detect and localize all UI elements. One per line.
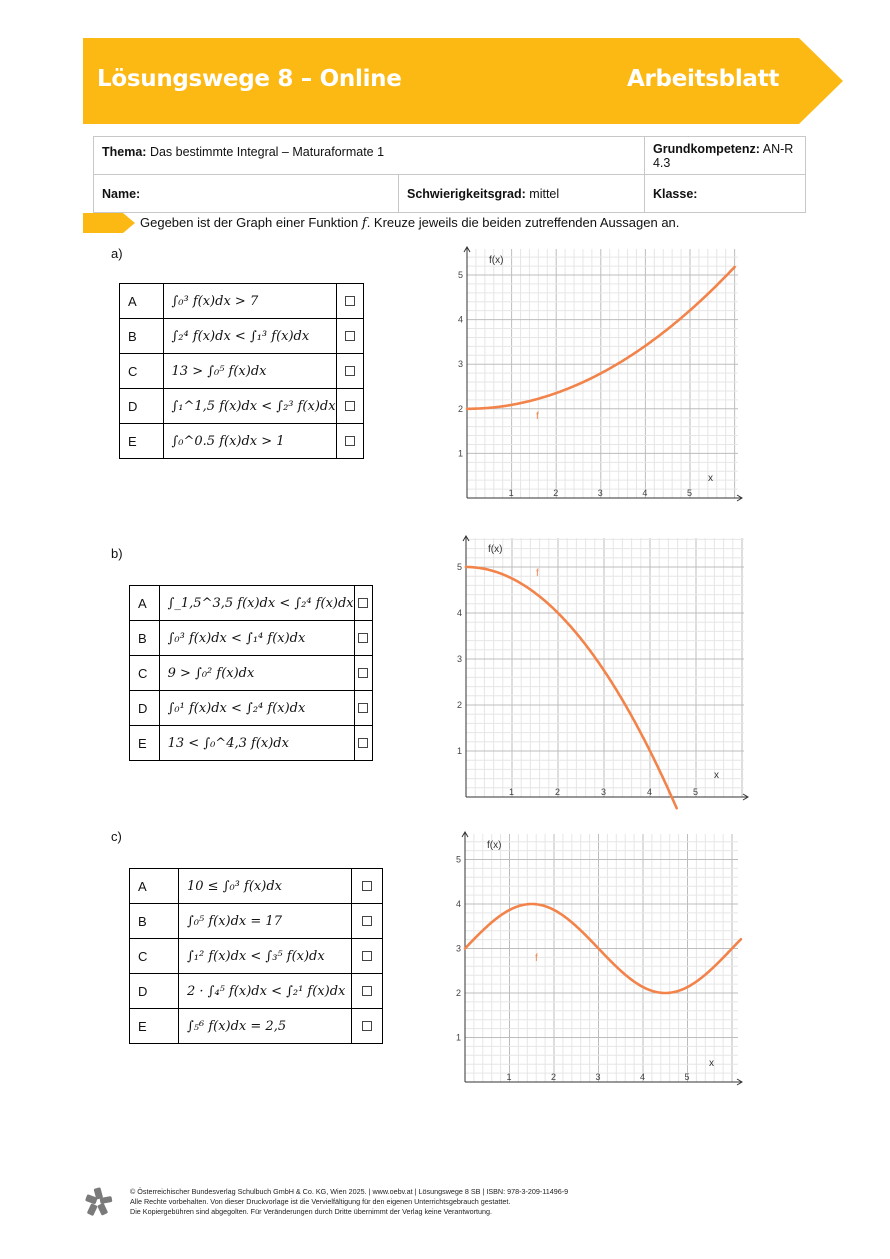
statement-formula: 2 · ∫₄⁵ f(x)dx < ∫₂¹ f(x)dx <box>179 974 352 1009</box>
y-tick-label: 1 <box>456 1032 462 1043</box>
y-tick-label: 5 <box>458 270 464 280</box>
checkbox-icon[interactable] <box>358 738 368 748</box>
x-tick-label: 4 <box>647 787 653 797</box>
x-axis-label: x <box>714 770 719 781</box>
x-tick-label: 1 <box>508 488 514 498</box>
statement-letter: D <box>120 389 164 424</box>
checkbox-icon[interactable] <box>345 296 355 306</box>
header-doc-type: Arbeitsblatt <box>627 66 780 92</box>
statement-row-b <box>130 904 383 939</box>
statement-letter: A <box>130 586 160 621</box>
name-label: Name: <box>102 186 141 201</box>
statement-formula: ∫₀^0.5 f(x)dx > 1 <box>163 424 336 459</box>
checkbox-icon[interactable] <box>362 986 372 996</box>
answer-checkbox-cell[interactable] <box>336 319 363 354</box>
answer-checkbox-cell[interactable] <box>336 424 363 459</box>
answer-checkbox-cell[interactable] <box>354 726 372 761</box>
answer-checkbox-cell[interactable] <box>354 691 372 726</box>
checkbox-icon[interactable] <box>362 881 372 891</box>
x-tick-label: 2 <box>551 1072 557 1082</box>
statement-row-e <box>130 1009 383 1044</box>
section-a-label: a) <box>111 246 123 261</box>
checkbox-icon[interactable] <box>358 633 368 643</box>
x-tick-label: 5 <box>687 488 693 498</box>
footer-line-3: Die Kopiergebühren sind abgegolten. Für Veränderungen durch Dritte übernimmt der Verlag keine Verantwortung. <box>130 1207 492 1216</box>
checkbox-icon[interactable] <box>362 916 372 926</box>
x-tick-label: 4 <box>640 1072 646 1082</box>
statement-formula: ∫₀³ f(x)dx > 7 <box>163 284 336 319</box>
task-text-before: Gegeben ist der Graph einer Funktion <box>140 215 359 230</box>
statement-row-e <box>130 726 373 761</box>
curve-label: f <box>536 411 539 422</box>
checkbox-icon[interactable] <box>345 366 355 376</box>
curve-label: f <box>536 568 539 579</box>
kompetenz-label: Grundkompetenz: <box>652 141 760 156</box>
thema-label: Thema: <box>102 145 147 159</box>
statement-letter: A <box>130 869 179 904</box>
statement-row-d <box>130 691 373 726</box>
statement-row-b <box>130 621 373 656</box>
x-tick-label: 4 <box>642 488 648 498</box>
answer-checkbox-cell[interactable] <box>352 869 383 904</box>
header-banner <box>83 38 843 124</box>
answer-checkbox-cell[interactable] <box>352 939 383 974</box>
section-c-label: c) <box>111 829 122 844</box>
checkbox-icon[interactable] <box>358 668 368 678</box>
statement-formula: ∫₁^1,5 f(x)dx < ∫₂³ f(x)dx <box>163 389 336 424</box>
answer-checkbox-cell[interactable] <box>336 284 363 319</box>
x-tick-label: 5 <box>684 1072 690 1082</box>
name-cell[interactable] <box>94 175 399 213</box>
y-tick-label: 2 <box>456 988 462 998</box>
task-text-after: . Kreuze jeweils die beiden zutreffenden Aussagen an. <box>366 215 680 230</box>
graph-b <box>457 534 750 804</box>
statement-letter: C <box>130 656 160 691</box>
statement-formula: ∫₀³ f(x)dx < ∫₁⁴ f(x)dx <box>159 621 354 656</box>
x-tick-label: 3 <box>601 787 607 797</box>
y-tick-label: 2 <box>457 700 463 710</box>
statement-row-d <box>130 974 383 1009</box>
task-variable: f <box>361 216 367 231</box>
y-axis-label: f(x) <box>487 840 502 851</box>
statement-formula: ∫₁² f(x)dx < ∫₃⁵ f(x)dx <box>179 939 352 974</box>
y-axis-label: f(x) <box>489 255 504 266</box>
table-b-body <box>130 586 373 761</box>
graph-a <box>458 245 744 507</box>
function-curve <box>466 567 677 808</box>
klasse-label: Klasse: <box>652 186 698 201</box>
statement-formula: ∫₅⁶ f(x)dx = 2,5 <box>179 1009 352 1044</box>
checkbox-icon[interactable] <box>345 331 355 341</box>
answer-checkbox-cell[interactable] <box>352 904 383 939</box>
y-tick-label: 4 <box>456 899 462 909</box>
checkbox-icon[interactable] <box>358 598 368 608</box>
footer-line-1: © Österreichischer Bundesverlag Schulbuch GmbH & Co. KG, Wien 2025. | www.oebv.at | Lösungswege 8 SB | ISBN: 978-3-209-11496-9 <box>130 1187 569 1196</box>
checkbox-icon[interactable] <box>345 401 355 411</box>
y-tick-label: 4 <box>458 314 464 325</box>
x-tick-label: 1 <box>506 1072 512 1082</box>
answer-checkbox-cell[interactable] <box>354 621 372 656</box>
thema-value: Das bestimmte Integral – Maturaformate 1 <box>149 145 385 159</box>
x-tick-label: 5 <box>693 787 699 797</box>
statement-formula: ∫₀⁵ f(x)dx = 17 <box>179 904 352 939</box>
graph-c <box>456 830 744 1088</box>
x-tick-label: 2 <box>555 787 561 797</box>
thema-cell <box>94 137 645 175</box>
answer-checkbox-cell[interactable] <box>352 1009 383 1044</box>
answer-checkbox-cell[interactable] <box>352 974 383 1009</box>
table-a-body <box>120 284 364 459</box>
y-tick-label: 4 <box>457 608 463 618</box>
publisher-logo-icon <box>84 1186 114 1216</box>
kompetenz-value: AN-R 4.3 <box>652 141 794 170</box>
y-tick-label: 3 <box>456 943 462 954</box>
footer-text <box>130 1187 568 1217</box>
klasse-cell[interactable] <box>644 175 805 213</box>
statement-row-c <box>120 354 364 389</box>
statement-letter: C <box>130 939 179 974</box>
checkbox-icon[interactable] <box>358 703 368 713</box>
statement-formula: 13 > ∫₀⁵ f(x)dx <box>163 354 336 389</box>
kompetenz-cell <box>644 137 805 175</box>
answer-checkbox-cell[interactable] <box>336 389 363 424</box>
statement-letter: E <box>130 726 160 761</box>
y-axis-label: f(x) <box>488 544 503 555</box>
statement-letter: C <box>120 354 164 389</box>
schwierigkeit-cell <box>399 175 645 213</box>
statement-row-b <box>120 319 364 354</box>
y-tick-label: 3 <box>458 359 464 370</box>
table-c-body <box>130 869 383 1044</box>
answer-checkbox-cell[interactable] <box>354 586 372 621</box>
table-c <box>129 868 383 1044</box>
schwierigkeit-value: mittel <box>529 186 560 201</box>
statement-letter: B <box>130 621 160 656</box>
task-text <box>140 215 679 231</box>
x-tick-label: 3 <box>595 1072 601 1082</box>
task-instruction <box>83 213 843 233</box>
statement-formula: ∫₂⁴ f(x)dx < ∫₁³ f(x)dx <box>163 319 336 354</box>
statement-row-c <box>130 939 383 974</box>
statement-formula: 13 < ∫₀^4,3 f(x)dx <box>159 726 354 761</box>
y-tick-label: 1 <box>458 448 464 459</box>
statement-formula: ∫₀¹ f(x)dx < ∫₂⁴ f(x)dx <box>159 691 354 726</box>
schwierigkeit-label: Schwierigkeitsgrad: <box>407 186 526 201</box>
statement-row-a <box>120 284 364 319</box>
curve-label: f <box>535 953 538 964</box>
statement-letter: D <box>130 691 160 726</box>
table-a <box>119 283 364 459</box>
y-tick-label: 5 <box>457 562 463 572</box>
statement-formula: 10 ≤ ∫₀³ f(x)dx <box>179 869 352 904</box>
checkbox-icon[interactable] <box>362 951 372 961</box>
statement-letter: E <box>120 424 164 459</box>
y-tick-label: 2 <box>458 403 464 414</box>
checkbox-icon[interactable] <box>345 436 355 446</box>
x-tick-label: 3 <box>597 488 603 498</box>
statement-row-c <box>130 656 373 691</box>
statement-letter: B <box>130 904 179 939</box>
x-axis-label: x <box>709 1058 714 1069</box>
statement-row-d <box>120 389 364 424</box>
section-b-label: b) <box>111 546 123 561</box>
statement-row-a <box>130 869 383 904</box>
statement-formula: 9 > ∫₀² f(x)dx <box>159 656 354 691</box>
statement-row-e <box>120 424 364 459</box>
x-tick-label: 1 <box>509 787 515 797</box>
footer-line-2: Alle Rechte vorbehalten. Von dieser Druckvorlage ist die Vervielfältigung für den eigenen Unterrichtsgebrauch gestattet. <box>130 1197 511 1206</box>
y-tick-label: 5 <box>456 854 462 865</box>
task-arrow-icon <box>83 213 135 233</box>
answer-checkbox-cell[interactable] <box>336 354 363 389</box>
header-title: Lösungswege 8 – Online <box>97 66 402 92</box>
statement-row-a <box>130 586 373 621</box>
x-axis-label: x <box>708 473 713 484</box>
x-tick-label: 2 <box>553 488 559 498</box>
y-tick-label: 1 <box>457 746 463 756</box>
answer-checkbox-cell[interactable] <box>354 656 372 691</box>
statement-letter: D <box>130 974 179 1009</box>
table-b <box>129 585 373 761</box>
meta-table <box>93 136 806 213</box>
statement-formula: ∫_1,5^3,5 f(x)dx < ∫₂⁴ f(x)dx <box>159 586 354 621</box>
statement-letter: B <box>120 319 164 354</box>
y-tick-label: 3 <box>457 654 463 664</box>
statement-letter: E <box>130 1009 179 1044</box>
checkbox-icon[interactable] <box>362 1021 372 1031</box>
statement-letter: A <box>120 284 164 319</box>
